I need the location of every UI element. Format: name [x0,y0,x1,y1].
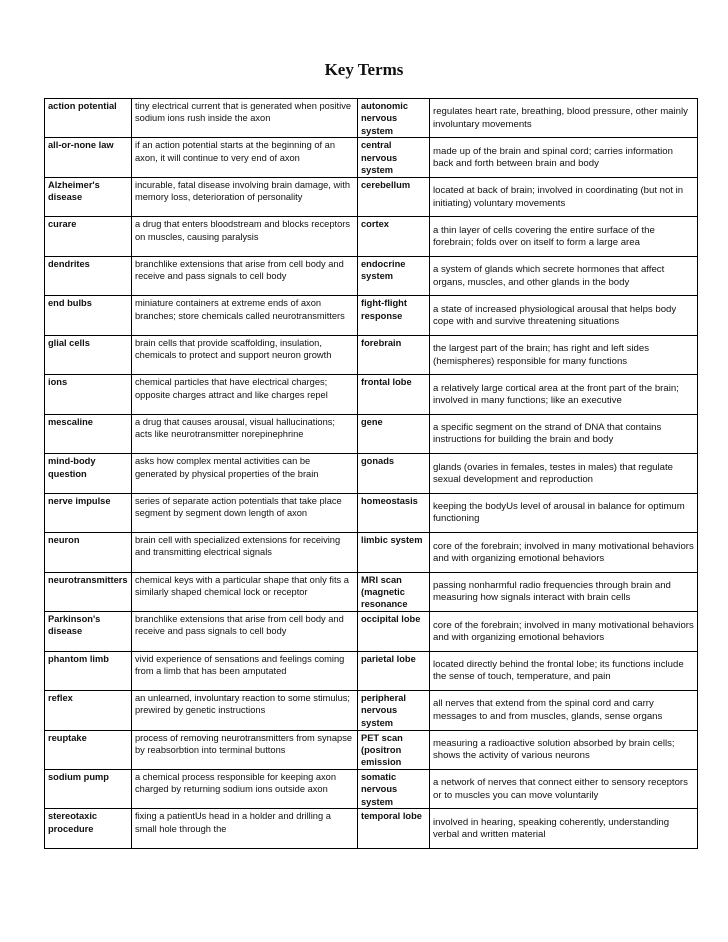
term-cell: Alzheimer's disease [48,179,100,203]
table-row [45,652,697,691]
definition-cell: passing nonharmful radio frequencies through brain and measuring how signals interact with brain cells [429,573,697,611]
term-cell: neurotransmitters [48,574,128,585]
table-row [45,809,697,847]
definition-cell: if an action potential starts at the beginning of an axon, it will continue to very end of axon [131,138,357,176]
term-cell: homeostasis [357,494,429,532]
definition-cell: miniature containers at extreme ends of axon branches; store chemicals called neurotransmitters [131,296,357,334]
term-cell: limbic system [357,533,429,571]
term-cell: reuptake [48,732,87,743]
term-cell: Parkinson's disease [48,614,101,637]
term-cell: end bulbs [48,298,92,309]
definition-cell: all nerves that extend from the spinal cord and carry messages to and from muscles, glands, sense organs [429,691,697,729]
table-row [45,731,697,770]
definition-cell: brain cell with specialized extensions for receiving and transmitting electrical signals [131,533,357,571]
definition-cell: located directly behind the frontal lobe; its functions include the sense of touch, temperature, and pain [429,652,697,690]
definition-cell: branchlike extensions that arise from cell body and receive and pass signals to cell body [131,612,357,650]
term-cell: MRI scan (magnetic resonance [357,573,429,611]
term-cell: gene [357,415,429,453]
definition-cell: a drug that enters bloodstream and blocks receptors on muscles, causing paralysis [131,217,357,255]
definition-cell: branchlike extensions that arise from cell body and receive and pass signals to cell body [131,257,357,295]
definition-cell: a state of increased physiological arousal that helps body cope with and survive threatening situations [429,296,697,334]
definition-cell: a drug that causes arousal, visual hallucinations; acts like neurotransmitter norepinephrine [131,415,357,453]
table-row [45,533,697,572]
term-cell: stereotaxic procedure [48,811,98,834]
definition-cell: brain cells that provide scaffolding, insulation, chemicals to protect and support neuron growth [131,336,357,374]
definition-cell: core of the forebrain; involved in many motivational behaviors and with organizing emotional behaviors [429,612,697,650]
definition-cell: core of the forebrain; involved in many motivational behaviors and with organizing emotional behaviors [429,533,697,571]
page-title: Key Terms [324,60,404,79]
table-row [45,573,697,612]
definition-cell: asks how complex mental activities can be generated by physical properties of the brain [131,454,357,492]
definition-cell: a specific segment on the strand of DNA that contains instructions for building the brain and body [429,415,697,453]
term-cell: central nervous system [357,138,429,176]
term-cell: cortex [357,217,429,255]
table-row [45,99,697,138]
term-cell: mescaline [48,416,93,427]
term-cell: glial cells [48,337,90,348]
term-cell: curare [48,219,77,230]
definition-cell: regulates heart rate, breathing, blood pressure, other mainly involuntary movements [429,99,697,137]
table-row [45,257,697,296]
definition-cell: vivid experience of sensations and feelings coming from a limb that has been amputated [131,652,357,690]
table-row [45,336,697,375]
definition-cell: an unlearned, involuntary reaction to some stimulus; prewired by genetic instructions [131,691,357,729]
table-row [45,138,697,177]
definition-cell: incurable, fatal disease involving brain damage, with memory loss, deterioration of personality [131,178,357,216]
term-cell: autonomic nervous system [357,99,429,137]
table-row [45,415,697,454]
term-cell: peripheral nervous system [357,691,429,729]
term-cell: endocrine system [357,257,429,295]
table-row [45,691,697,730]
definition-cell: series of separate action potentials that take place segment by segment down length of axon [131,494,357,532]
term-cell: occipital lobe [357,612,429,650]
table-row [45,454,697,493]
definition-cell: fixing a patientUs head in a holder and drilling a small hole through the [131,809,357,847]
term-cell: PET scan (positron emission [357,731,429,769]
term-cell: gonads [357,454,429,492]
definition-cell: a network of nerves that connect either to sensory receptors or to muscles you can move voluntarily [429,770,697,808]
term-cell: phantom limb [48,653,109,664]
definition-cell: a chemical process responsible for keeping axon charged by returning sodium ions outside axon [131,770,357,808]
term-cell: temporal lobe [357,809,429,847]
definition-cell: a thin layer of cells covering the entire surface of the forebrain; folds over on itself to form a large area [429,217,697,255]
term-cell: fight-flight response [357,296,429,334]
table-row [45,217,697,256]
key-terms-table [44,98,698,849]
table-row [45,770,697,809]
definition-cell: located at back of brain; involved in coordinating (but not in initiating) voluntary movements [429,178,697,216]
term-cell: reflex [48,693,73,704]
term-cell: nerve impulse [48,495,111,506]
term-cell: neuron [48,535,80,546]
term-cell: cerebellum [357,178,429,216]
term-cell: somatic nervous system [357,770,429,808]
table-row [45,612,697,651]
term-cell: ions [48,377,68,388]
definition-cell: a system of glands which secrete hormones that affect organs, muscles, and other glands in the body [429,257,697,295]
definition-cell: made up of the brain and spinal cord; carries information back and forth between brain and body [429,138,697,176]
term-cell: mind-body question [48,456,96,479]
table-row [45,296,697,335]
term-cell: frontal lobe [357,375,429,413]
definition-cell: glands (ovaries in females, testes in males) that regulate sexual development and reproduction [429,454,697,492]
definition-cell: a relatively large cortical area at the front part of the brain; involved in many functions; like an executive [429,375,697,413]
definition-cell: keeping the bodyUs level of arousal in balance for optimum functioning [429,494,697,532]
definition-cell: measuring a radioactive solution absorbed by brain cells; shows the activity of various neurons [429,731,697,769]
term-cell: parietal lobe [357,652,429,690]
definition-cell: tiny electrical current that is generated when positive sodium ions rush inside the axon [131,99,357,137]
table-row [45,375,697,414]
term-cell: action potential [48,101,117,111]
term-cell: sodium pump [48,771,109,782]
definition-cell: process of removing neurotransmitters from synapse by reabsorbtion into terminal buttons [131,731,357,769]
term-cell: forebrain [357,336,429,374]
term-cell: all-or-none law [48,140,114,151]
term-cell: dendrites [48,258,90,269]
definition-cell: involved in hearing, speaking coherently, understanding verbal and written material [429,809,697,847]
table-row [45,494,697,533]
definition-cell: chemical keys with a particular shape that only fits a similarly shaped chemical lock or receptor [131,573,357,611]
definition-cell: chemical particles that have electrical charges; opposite charges attract and like charges repel [131,375,357,413]
table-row [45,178,697,217]
definition-cell: the largest part of the brain; has right and left sides (hemispheres) responsible for many functions [429,336,697,374]
